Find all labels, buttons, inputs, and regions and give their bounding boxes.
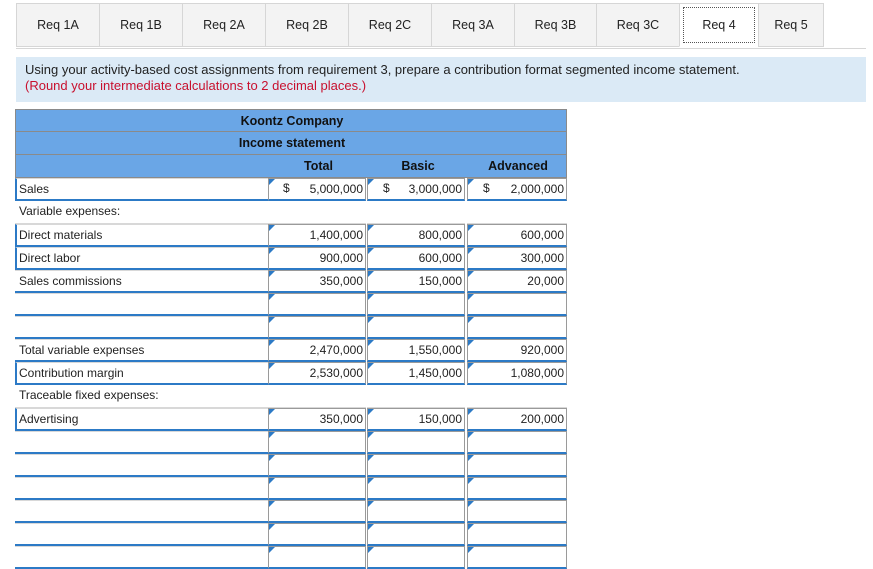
amount-input-basic[interactable] [367,546,465,569]
amount-input-total[interactable] [268,316,366,339]
line-item-label[interactable]: Direct labor [15,247,268,270]
amount-value: 200,000 [520,412,564,426]
tab-label: Req 1A [37,18,79,32]
input-marker-icon [368,501,374,507]
amount-input-advanced[interactable] [467,339,567,362]
input-marker-icon [269,340,275,346]
amount-input-basic[interactable] [367,293,465,316]
input-marker-icon [368,478,374,484]
company-name: Koontz Company [240,114,344,128]
statement-row [15,362,567,385]
line-item-label[interactable] [15,454,268,477]
input-marker-icon [468,294,474,300]
input-marker-icon [269,524,275,530]
amount-input-total[interactable] [268,270,366,293]
amount-input-basic[interactable] [367,523,465,546]
tab-label: Req 2A [203,18,245,32]
line-item-label[interactable]: Advertising [15,408,268,431]
amount-input-advanced[interactable] [467,431,567,454]
amount-value: 150,000 [418,412,462,426]
amount-input-basic[interactable] [367,270,465,293]
amount-input-advanced[interactable] [467,500,567,523]
tab-req-2c[interactable] [348,3,432,47]
dollar-advanced-sign: $ [483,181,490,195]
section-label: Variable expenses: [15,201,268,224]
tab-label: Req 5 [774,18,808,32]
input-marker-icon [468,409,474,415]
dollar-basic-sign: $ [383,181,390,195]
line-item-label[interactable] [15,546,268,569]
amount-input-advanced[interactable] [467,477,567,500]
statement-row [15,339,567,362]
amount-input-total[interactable] [268,339,366,362]
statement-row [15,408,567,431]
requirement-tabs [16,3,866,49]
line-item-label[interactable] [15,431,268,454]
statement-row [15,523,567,546]
line-item-label[interactable] [15,316,268,339]
amount-input-total [268,385,366,408]
line-item-label[interactable]: Sales [15,178,268,201]
tab-label: Req 4 [702,18,736,32]
input-marker-icon [368,432,374,438]
input-marker-icon [269,248,275,254]
input-marker-icon [368,455,374,461]
income-statement-table [15,109,567,568]
input-marker-icon [269,294,275,300]
amount-input-total[interactable] [268,362,366,385]
tab-divider [16,48,866,49]
statement-row [15,247,567,270]
tab-label: Req 1B [120,18,162,32]
amount-value: 300,000 [520,251,564,265]
tab-req-3c[interactable] [596,3,680,47]
amount-value: 1,550,000 [408,343,462,357]
amount-input-basic[interactable] [367,408,465,431]
rounding-note: (Round your intermediate calculations to 2 decimal places.) [25,78,367,93]
input-marker-icon [468,317,474,323]
statement-title: Income statement [238,136,346,150]
focus-ring [683,7,755,43]
statement-row [15,477,567,500]
amount-value: 3,000,000 [408,182,462,196]
line-item-label[interactable] [15,500,268,523]
input-marker-icon [269,225,275,231]
amount-value: 600,000 [418,251,462,265]
amount-input-total[interactable] [268,224,366,247]
input-marker-icon [368,547,374,553]
amount-input-advanced [467,201,567,224]
line-item-label[interactable]: Sales commissions [15,270,268,293]
amount-input-basic[interactable] [367,316,465,339]
tab-req-3b[interactable] [514,3,597,47]
line-item-label[interactable] [15,523,268,546]
input-marker-icon [468,340,474,346]
amount-input-advanced[interactable] [467,270,567,293]
line-item-label[interactable] [15,293,268,316]
input-marker-icon [468,547,474,553]
amount-input-basic[interactable] [367,500,465,523]
statement-row [15,293,567,316]
statement-row [15,201,567,224]
amount-input-total[interactable] [268,454,366,477]
column-header-advanced: Advanced [488,159,548,173]
amount-input-advanced[interactable] [467,454,567,477]
amount-input-advanced[interactable] [467,247,567,270]
amount-input-total[interactable] [268,546,366,569]
amount-input-total[interactable] [268,523,366,546]
input-marker-icon [368,248,374,254]
input-marker-icon [368,524,374,530]
amount-input-basic[interactable] [367,477,465,500]
tab-req-1a[interactable] [16,3,100,47]
input-marker-icon [468,271,474,277]
input-marker-icon [269,271,275,277]
amount-value: 1,400,000 [309,228,363,242]
tab-label: Req 3A [452,18,494,32]
amount-input-advanced[interactable] [467,178,567,201]
input-marker-icon [468,501,474,507]
statement-row [15,431,567,454]
input-marker-icon [468,478,474,484]
statement-row [15,546,567,569]
instructions-text: Using your activity-based cost assignments from requirement 3, prepare a contribution format segmented income statement. [25,62,740,77]
tab-req-2b[interactable] [265,3,349,47]
amount-input-advanced[interactable] [467,316,567,339]
amount-input-advanced[interactable] [467,523,567,546]
column-header-basic: Basic [401,159,435,173]
amount-input-basic [367,201,465,224]
input-marker-icon [368,363,374,369]
tab-req-5[interactable] [758,3,824,47]
amount-input-total [268,201,366,224]
amount-value: 150,000 [418,274,462,288]
amount-input-basic[interactable] [367,247,465,270]
dollar-total-sign: $ [283,181,290,195]
input-marker-icon [468,225,474,231]
input-marker-icon [368,294,374,300]
input-marker-icon [468,179,474,185]
amount-value: 350,000 [319,412,363,426]
input-marker-icon [368,179,374,185]
amount-input-basic[interactable] [367,431,465,454]
input-marker-icon [269,179,275,185]
tab-req-2a[interactable] [182,3,266,47]
amount-value: 1,450,000 [408,366,462,380]
amount-input-basic[interactable] [367,224,465,247]
input-marker-icon [468,455,474,461]
amount-value: 350,000 [319,274,363,288]
amount-value: 600,000 [520,228,564,242]
input-marker-icon [269,317,275,323]
input-marker-icon [468,524,474,530]
amount-value: 800,000 [418,228,462,242]
amount-value: 20,000 [527,274,564,288]
input-marker-icon [368,225,374,231]
amount-input-advanced[interactable] [467,546,567,569]
amount-input-advanced[interactable] [467,293,567,316]
input-marker-icon [368,340,374,346]
statement-title-header [15,132,567,155]
amount-value: 2,000,000 [510,182,564,196]
line-item-label[interactable] [15,477,268,500]
input-marker-icon [368,271,374,277]
amount-input-total[interactable] [268,500,366,523]
amount-input-total[interactable] [268,293,366,316]
statement-row [15,316,567,339]
input-marker-icon [269,363,275,369]
line-item-label[interactable]: Direct materials [15,224,268,247]
statement-row [15,500,567,523]
amount-input-total[interactable] [268,408,366,431]
amount-input-advanced[interactable] [467,224,567,247]
input-marker-icon [368,409,374,415]
input-marker-icon [368,317,374,323]
input-marker-icon [269,409,275,415]
input-marker-icon [269,547,275,553]
tab-label: Req 3B [534,18,577,32]
line-item-label[interactable]: Contribution margin [15,362,268,385]
amount-value: 2,470,000 [309,343,363,357]
line-item-label[interactable]: Total variable expenses [15,339,268,362]
company-header [15,109,567,132]
amount-input-basic[interactable] [367,362,465,385]
amount-input-total[interactable] [268,477,366,500]
instructions-panel [16,57,866,102]
amount-value: 1,080,000 [510,366,564,380]
input-marker-icon [269,432,275,438]
amount-value: 920,000 [520,343,564,357]
amount-value: 5,000,000 [309,182,363,196]
input-marker-icon [468,432,474,438]
amount-input-basic[interactable] [367,178,465,201]
amount-value: 2,530,000 [309,366,363,380]
column-header-row [15,155,567,178]
amount-input-advanced [467,385,567,408]
amount-input-advanced[interactable] [467,362,567,385]
input-marker-icon [269,478,275,484]
statement-row [15,385,567,408]
statement-row [15,224,567,247]
statement-row [15,454,567,477]
amount-input-total[interactable] [268,247,366,270]
statement-row [15,178,567,201]
tab-req-1b[interactable] [99,3,183,47]
input-marker-icon [468,363,474,369]
tab-req-4[interactable] [679,3,759,47]
input-marker-icon [468,248,474,254]
amount-value: 900,000 [319,251,363,265]
input-marker-icon [269,501,275,507]
amount-input-basic[interactable] [367,454,465,477]
tab-label: Req 2B [286,18,328,32]
column-header-total: Total [304,159,333,173]
amount-input-basic[interactable] [367,339,465,362]
amount-input-total[interactable] [268,431,366,454]
tab-req-3a[interactable] [431,3,515,47]
statement-row [15,270,567,293]
tab-label: Req 2C [368,18,412,32]
tab-label: Req 3C [616,18,660,32]
input-marker-icon [269,455,275,461]
amount-input-advanced[interactable] [467,408,567,431]
amount-input-basic [367,385,465,408]
section-label: Traceable fixed expenses: [15,385,268,408]
